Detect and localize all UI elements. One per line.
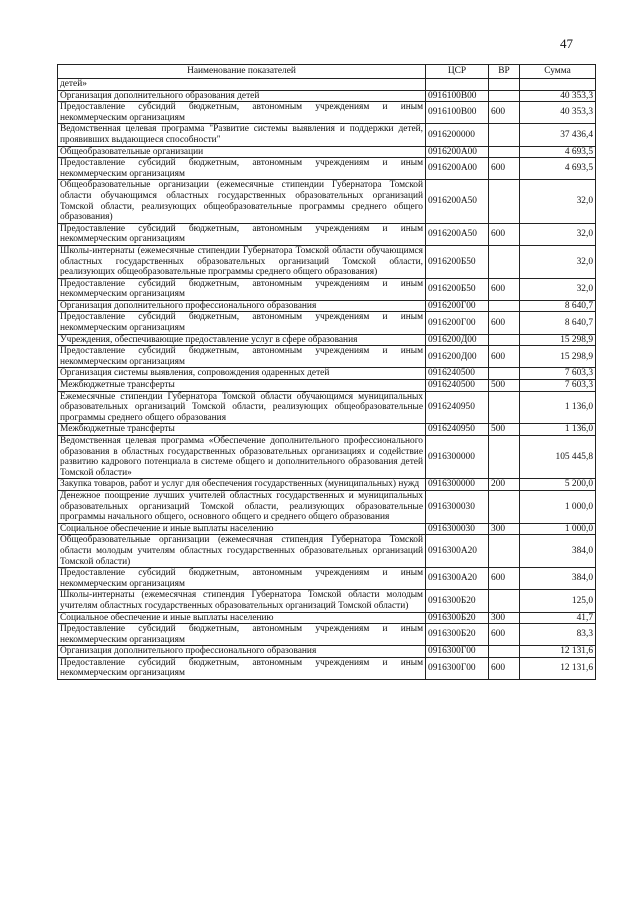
cell-vr: 600 xyxy=(489,657,520,679)
cell-csr: 0916300000 xyxy=(426,436,489,479)
cell-name: Социальное обеспечение и иные выплаты населению xyxy=(58,612,426,624)
cell-sum: 12 131,6 xyxy=(520,657,596,679)
cell-sum: 1 136,0 xyxy=(520,424,596,436)
cell-vr xyxy=(489,646,520,658)
budget-table xyxy=(57,64,596,680)
cell-name: Закупка товаров, работ и услуг для обеспечения государственных (муниципальных) нужд xyxy=(58,479,426,491)
cell-name: Денежное поощрение лучших учителей областных государственных и муниципальных образовательных организаций Томской области, реализующих образовательные программы начального общего, основного общего и среднего общего образования xyxy=(58,490,426,523)
cell-csr: 0916200Г00 xyxy=(426,300,489,312)
cell-vr xyxy=(489,436,520,479)
cell-vr xyxy=(489,590,520,612)
cell-csr: 0916200А00 xyxy=(426,146,489,158)
cell-name: Социальное обеспечение и иные выплаты населению xyxy=(58,523,426,535)
header-csr: ЦСР xyxy=(426,65,489,79)
cell-name: Школы-интернаты (ежемесячная стипендия Губернатора Томской области молодым учителям областных государственных образовательных организаций Томской области) xyxy=(58,590,426,612)
table-row xyxy=(58,90,596,102)
table-row xyxy=(58,612,596,624)
cell-sum: 37 436,4 xyxy=(520,124,596,146)
cell-vr xyxy=(489,535,520,568)
cell-name: Предоставление субсидий бюджетным, автономным учреждениям и иным некоммерческим организациям xyxy=(58,624,426,646)
cell-name: детей» xyxy=(58,79,426,91)
cell-name: Ведомственная целевая программа «Обеспечение дополнительного профессионального образования в областных государственных образовательных организациях и содействие развитию кадрового потенциала в системе общего и дополнительного образования детей Томской области» xyxy=(58,436,426,479)
table-row xyxy=(58,657,596,679)
cell-name: Межбюджетные трансферты xyxy=(58,380,426,392)
cell-name: Предоставление субсидий бюджетным, автономным учреждениям и иным некоммерческим организациям xyxy=(58,312,426,334)
cell-csr xyxy=(426,79,489,91)
cell-vr: 600 xyxy=(489,568,520,590)
table-row xyxy=(58,346,596,368)
page-number: 47 xyxy=(560,36,573,51)
cell-sum: 32,0 xyxy=(520,180,596,223)
table-row xyxy=(58,490,596,523)
cell-csr: 0916300Б20 xyxy=(426,624,489,646)
table-row xyxy=(58,380,596,392)
cell-csr: 0916200000 xyxy=(426,124,489,146)
table-row xyxy=(58,436,596,479)
cell-vr xyxy=(489,79,520,91)
table-row xyxy=(58,391,596,424)
cell-vr: 600 xyxy=(489,312,520,334)
cell-sum: 7 603,3 xyxy=(520,380,596,392)
cell-csr: 0916200Д00 xyxy=(426,346,489,368)
cell-vr xyxy=(489,300,520,312)
cell-sum: 1 000,0 xyxy=(520,490,596,523)
cell-vr: 600 xyxy=(489,223,520,245)
cell-vr: 300 xyxy=(489,612,520,624)
table-row xyxy=(58,158,596,180)
cell-name: Предоставление субсидий бюджетным, автономным учреждениям и иным некоммерческим организациям xyxy=(58,568,426,590)
table-row xyxy=(58,312,596,334)
cell-csr: 0916300Б20 xyxy=(426,590,489,612)
header-name: Наименование показателей xyxy=(58,65,426,79)
cell-vr xyxy=(489,124,520,146)
cell-csr: 0916300Б20 xyxy=(426,612,489,624)
cell-vr: 600 xyxy=(489,158,520,180)
table-row xyxy=(58,624,596,646)
cell-csr: 0916200Б50 xyxy=(426,245,489,278)
cell-sum: 15 298,9 xyxy=(520,346,596,368)
cell-vr: 600 xyxy=(489,346,520,368)
cell-csr: 0916240950 xyxy=(426,391,489,424)
cell-name: Межбюджетные трансферты xyxy=(58,424,426,436)
header-sum: Сумма xyxy=(520,65,596,79)
cell-csr: 0916240950 xyxy=(426,424,489,436)
cell-csr: 0916200Б50 xyxy=(426,278,489,300)
table-row xyxy=(58,646,596,658)
cell-sum: 5 200,0 xyxy=(520,479,596,491)
cell-csr: 0916240500 xyxy=(426,380,489,392)
cell-csr: 0916300030 xyxy=(426,523,489,535)
table-row xyxy=(58,424,596,436)
cell-vr: 300 xyxy=(489,523,520,535)
cell-vr xyxy=(489,368,520,380)
cell-sum: 4 693,5 xyxy=(520,146,596,158)
table-row xyxy=(58,146,596,158)
cell-sum: 40 353,3 xyxy=(520,102,596,124)
cell-name: Общеобразовательные организации (ежемесячная стипендия Губернатора Томской области молодым учителям областных государственных образовательных организаций Томской области) xyxy=(58,535,426,568)
cell-sum: 32,0 xyxy=(520,223,596,245)
cell-vr xyxy=(489,245,520,278)
cell-csr: 0916300000 xyxy=(426,479,489,491)
cell-name: Общеобразовательные организации (ежемесячные стипендии Губернатора Томской области обучающимся областных государственных образовательных организаций Томской области, реализующих общеобразовательные программы среднего общего образования) xyxy=(58,180,426,223)
cell-sum: 125,0 xyxy=(520,590,596,612)
cell-sum: 12 131,6 xyxy=(520,646,596,658)
cell-sum: 8 640,7 xyxy=(520,300,596,312)
cell-vr: 600 xyxy=(489,278,520,300)
cell-sum: 384,0 xyxy=(520,568,596,590)
cell-csr: 0916200А50 xyxy=(426,180,489,223)
cell-vr: 500 xyxy=(489,424,520,436)
cell-name: Предоставление субсидий бюджетным, автономным учреждениям и иным некоммерческим организациям xyxy=(58,657,426,679)
cell-csr: 0916200А50 xyxy=(426,223,489,245)
table-row xyxy=(58,278,596,300)
table-row xyxy=(58,535,596,568)
cell-vr: 600 xyxy=(489,624,520,646)
cell-vr xyxy=(489,334,520,346)
table-header-row xyxy=(58,65,596,79)
cell-name: Организация дополнительного профессионального образования xyxy=(58,300,426,312)
cell-vr xyxy=(489,391,520,424)
table-row xyxy=(58,102,596,124)
cell-csr: 0916240500 xyxy=(426,368,489,380)
table-row xyxy=(58,124,596,146)
cell-name: Организация системы выявления, сопровождения одаренных детей xyxy=(58,368,426,380)
cell-sum xyxy=(520,79,596,91)
cell-name: Организация дополнительного профессионального образования xyxy=(58,646,426,658)
cell-vr xyxy=(489,180,520,223)
cell-sum: 1 000,0 xyxy=(520,523,596,535)
table-row xyxy=(58,180,596,223)
table-row xyxy=(58,223,596,245)
cell-vr: 600 xyxy=(489,102,520,124)
cell-sum: 7 603,3 xyxy=(520,368,596,380)
cell-sum: 15 298,9 xyxy=(520,334,596,346)
cell-sum: 41,7 xyxy=(520,612,596,624)
cell-csr: 0916100В00 xyxy=(426,102,489,124)
cell-sum: 40 353,3 xyxy=(520,90,596,102)
table-row xyxy=(58,523,596,535)
cell-sum: 4 693,5 xyxy=(520,158,596,180)
cell-name: Предоставление субсидий бюджетным, автономным учреждениям и иным некоммерческим организациям xyxy=(58,278,426,300)
cell-name: Предоставление субсидий бюджетным, автономным учреждениям и иным некоммерческим организациям xyxy=(58,346,426,368)
cell-csr: 0916300Г00 xyxy=(426,646,489,658)
table-row xyxy=(58,245,596,278)
cell-name: Учреждения, обеспечивающие предоставление услуг в сфере образования xyxy=(58,334,426,346)
cell-sum: 32,0 xyxy=(520,278,596,300)
cell-sum: 32,0 xyxy=(520,245,596,278)
cell-vr xyxy=(489,146,520,158)
cell-csr: 0916200Д00 xyxy=(426,334,489,346)
cell-csr: 0916300А20 xyxy=(426,568,489,590)
header-vr: ВР xyxy=(489,65,520,79)
cell-csr: 0916300Г00 xyxy=(426,657,489,679)
table-row xyxy=(58,334,596,346)
table-row xyxy=(58,479,596,491)
cell-vr xyxy=(489,490,520,523)
cell-name: Предоставление субсидий бюджетным, автономным учреждениям и иным некоммерческим организациям xyxy=(58,158,426,180)
cell-name: Предоставление субсидий бюджетным, автономным учреждениям и иным некоммерческим организациям xyxy=(58,223,426,245)
cell-sum: 1 136,0 xyxy=(520,391,596,424)
cell-vr: 500 xyxy=(489,380,520,392)
cell-csr: 0916300030 xyxy=(426,490,489,523)
table-row xyxy=(58,300,596,312)
table-row xyxy=(58,590,596,612)
cell-csr: 0916100В00 xyxy=(426,90,489,102)
cell-name: Ежемесячные стипендии Губернатора Томской области обучающимся муниципальных образовательных организаций Томской области, реализующих общеобразовательные программы среднего общего образования xyxy=(58,391,426,424)
table-row xyxy=(58,568,596,590)
cell-name: Общеобразовательные организации xyxy=(58,146,426,158)
cell-name: Организация дополнительного образования детей xyxy=(58,90,426,102)
table-row xyxy=(58,79,596,91)
cell-sum: 105 445,8 xyxy=(520,436,596,479)
cell-sum: 384,0 xyxy=(520,535,596,568)
table-row xyxy=(58,368,596,380)
cell-csr: 0916300А20 xyxy=(426,535,489,568)
cell-csr: 0916200А00 xyxy=(426,158,489,180)
cell-vr xyxy=(489,90,520,102)
cell-sum: 83,3 xyxy=(520,624,596,646)
cell-csr: 0916200Г00 xyxy=(426,312,489,334)
cell-name: Предоставление субсидий бюджетным, автономным учреждениям и иным некоммерческим организациям xyxy=(58,102,426,124)
cell-sum: 8 640,7 xyxy=(520,312,596,334)
cell-vr: 200 xyxy=(489,479,520,491)
cell-name: Ведомственная целевая программа "Развитие системы выявления и поддержки детей, проявивших выдающиеся способности" xyxy=(58,124,426,146)
cell-name: Школы-интернаты (ежемесячные стипендии Губернатора Томской области обучающимся областных государственных образовательных организаций Томской области, реализующих общеобразовательные программы среднего общего образования) xyxy=(58,245,426,278)
